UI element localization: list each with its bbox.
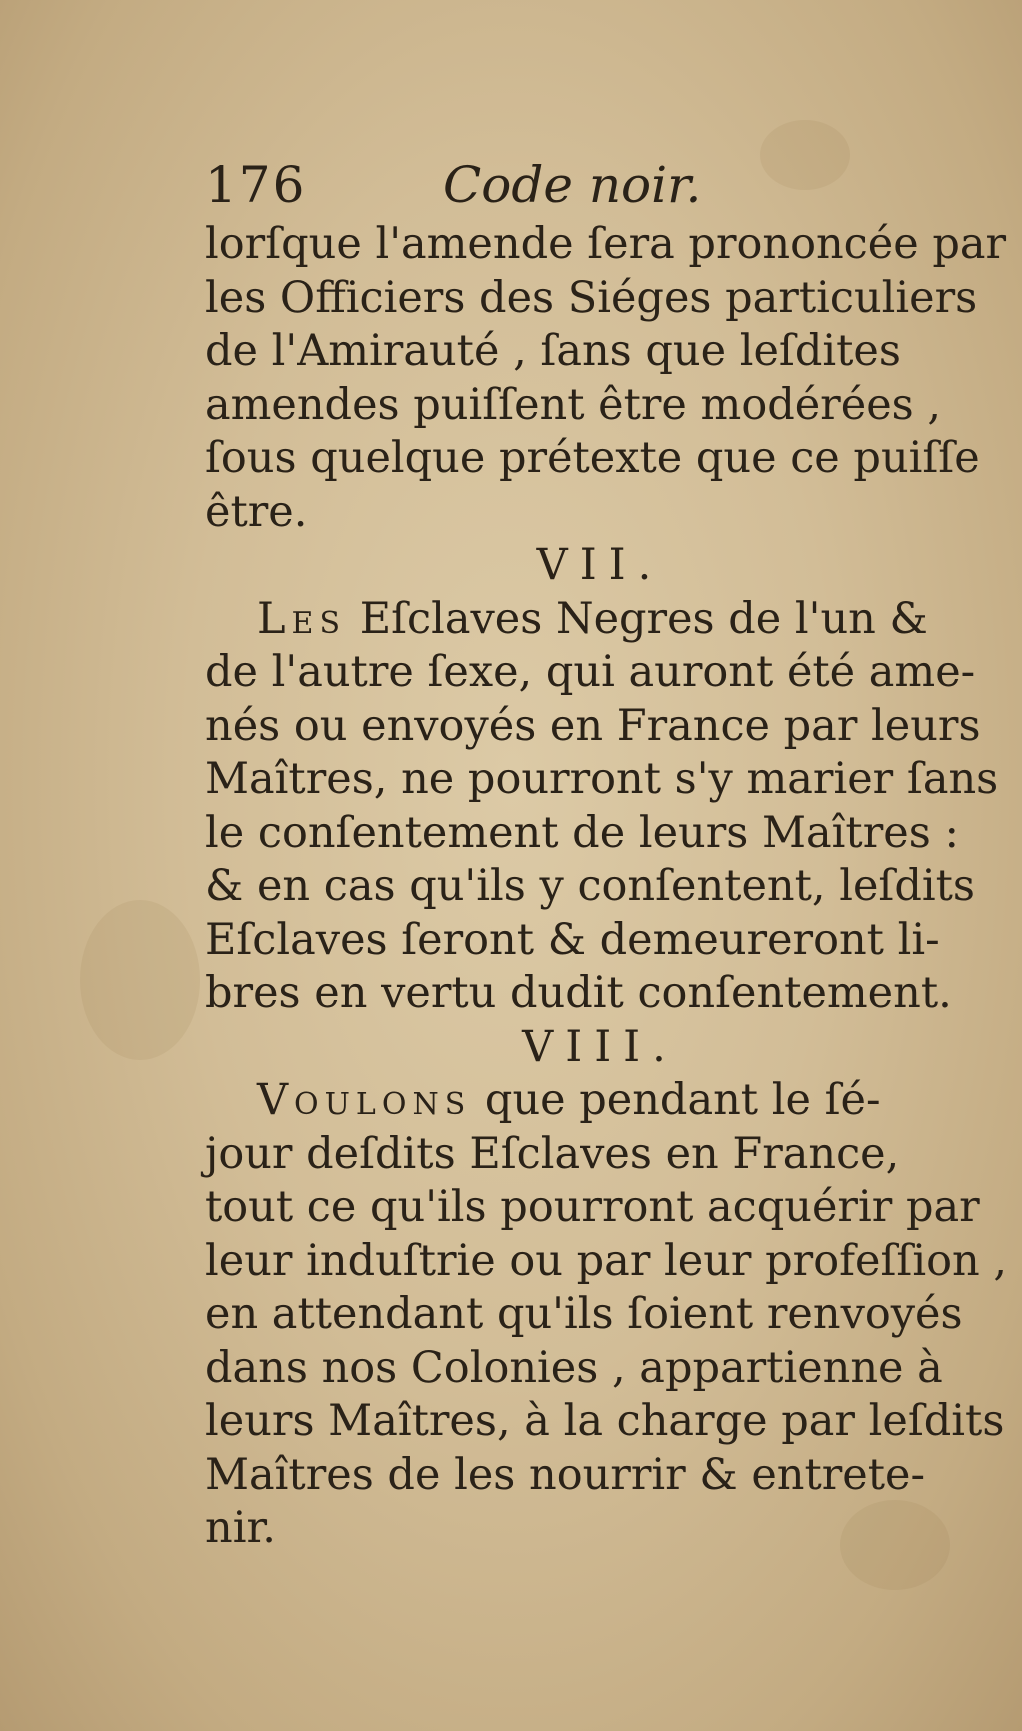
text-line: leurs Maîtres, à la charge par leſdits <box>205 1396 1005 1446</box>
text-line: bres en vertu dudit conſentement. <box>205 968 952 1018</box>
first-line-text: que pendant le ſé- <box>484 1075 881 1125</box>
article-viii <box>205 1021 1007 1556</box>
text-line <box>205 1074 965 1128</box>
lead-word: Voulons <box>257 1075 472 1125</box>
text-line: nir. <box>205 1503 276 1553</box>
page-body <box>205 218 1007 1556</box>
text-line: de l'Amirauté , ſans que leſdites <box>205 326 901 376</box>
text-line: de l'autre ſexe, qui auront été ame- <box>205 647 976 697</box>
text-line: leur induſtrie ou par leur profeſſion , <box>205 1235 1007 1286</box>
page-number: 176 <box>205 156 307 214</box>
running-title: Code noir. <box>443 156 702 214</box>
text-line: lorſque l'amende ſera prononcée par <box>205 219 1007 269</box>
text-line: Maîtres de les nourrir & entrete- <box>205 1449 925 1500</box>
text-line: en attendant qu'ils ſoient renvoyés <box>205 1289 963 1339</box>
article-heading: VII. <box>536 540 664 590</box>
text-line: nés ou envoyés en France par leurs <box>205 700 981 751</box>
text-line: être. <box>205 486 308 537</box>
text-line: amendes puiſſent être modérées , <box>205 379 942 430</box>
text-line: ſous quelque prétexte que ce puiſſe <box>205 433 980 483</box>
lead-word: Les <box>257 593 347 644</box>
text-line <box>205 593 965 647</box>
text-line: Eſclaves ſeront & demeureront li- <box>205 914 940 965</box>
first-line-text: Eſclaves Negres de l'un & <box>359 593 928 644</box>
text-line: le conſentement de leurs Maîtres : <box>205 807 959 858</box>
article-vii <box>205 539 999 1021</box>
article-heading: VIII. <box>522 1021 678 1072</box>
text-line: jour deſdits Eſclaves en France, <box>205 1128 900 1179</box>
text-line: Maîtres, ne pourront s'y marier ſans <box>205 754 999 804</box>
paper-stain <box>80 900 200 1060</box>
text-line: les Officiers des Siéges particuliers <box>205 272 978 323</box>
text-line: & en cas qu'ils y conſentent, leſdits <box>205 861 975 911</box>
paragraph-continuation <box>205 218 1007 539</box>
text-line: tout ce qu'ils pourront acquérir par <box>205 1182 980 1232</box>
text-line: dans nos Colonies , appartienne à <box>205 1342 943 1393</box>
page-header <box>205 155 965 215</box>
